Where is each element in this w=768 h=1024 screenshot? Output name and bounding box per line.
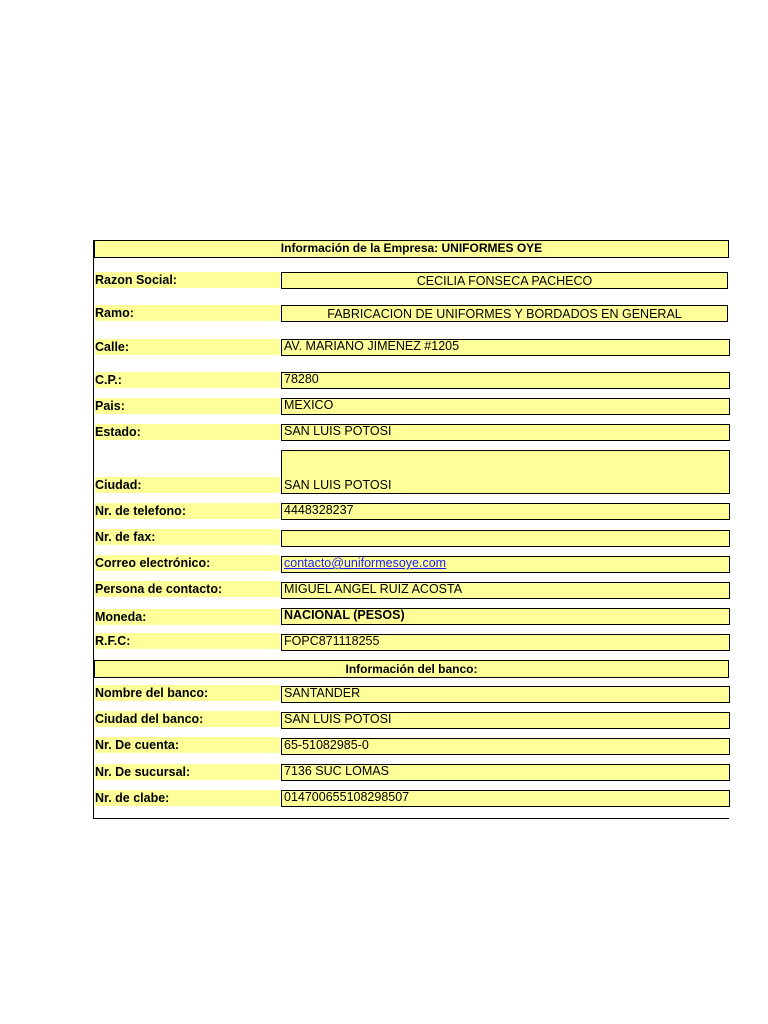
company-info-sheet bbox=[93, 240, 729, 819]
ciudad-value[interactable] bbox=[281, 450, 730, 494]
sucursal-value[interactable]: 7136 SUC LOMAS bbox=[281, 764, 730, 781]
banco-ciudad-value[interactable]: SAN LUIS POTOSI bbox=[281, 712, 730, 729]
company-header: Información de la Empresa: UNIFORMES OYE bbox=[94, 240, 729, 258]
ciudad-value-text: SAN LUIS POTOSI bbox=[284, 478, 392, 492]
fax-label: Nr. de fax: bbox=[95, 529, 280, 545]
pais-label: Pais: bbox=[95, 398, 280, 414]
email-link[interactable]: contacto@uniformesoye.com bbox=[284, 556, 447, 570]
banco-nombre-value[interactable]: SANTANDER bbox=[281, 686, 730, 703]
ciudad-label: Ciudad: bbox=[95, 477, 280, 493]
telefono-label: Nr. de telefono: bbox=[95, 503, 280, 519]
estado-value[interactable]: SAN LUIS POTOSI bbox=[281, 424, 730, 441]
clabe-label: Nr. de clabe: bbox=[95, 790, 280, 806]
ramo-label: Ramo: bbox=[95, 305, 280, 321]
razon-social-label: Razon Social: bbox=[95, 272, 280, 288]
banco-ciudad-label: Ciudad del banco: bbox=[95, 711, 280, 727]
cp-value[interactable]: 78280 bbox=[281, 372, 730, 389]
cuenta-label: Nr. De cuenta: bbox=[95, 737, 280, 753]
moneda-value[interactable]: NACIONAL (PESOS) bbox=[281, 608, 730, 625]
moneda-label: Moneda: bbox=[95, 609, 280, 625]
calle-value[interactable]: AV. MARIANO JIMENEZ #1205 bbox=[281, 339, 730, 356]
estado-label: Estado: bbox=[95, 424, 280, 440]
correo-label: Correo electrónico: bbox=[95, 555, 280, 571]
calle-label: Calle: bbox=[95, 339, 280, 355]
rfc-label: R.F.C: bbox=[95, 633, 280, 649]
correo-value[interactable] bbox=[281, 556, 730, 573]
ramo-value[interactable]: FABRICACION DE UNIFORMES Y BORDADOS EN GENERAL bbox=[281, 305, 728, 322]
rfc-value[interactable]: FOPC871118255 bbox=[281, 634, 730, 651]
pais-value[interactable]: MEXICO bbox=[281, 398, 730, 415]
cp-label: C.P.: bbox=[95, 372, 280, 388]
fax-value[interactable] bbox=[281, 530, 730, 547]
telefono-value[interactable]: 4448328237 bbox=[281, 503, 730, 520]
contacto-label: Persona de contacto: bbox=[95, 581, 280, 597]
cuenta-value[interactable]: 65-51082985-0 bbox=[281, 738, 730, 755]
contacto-value[interactable]: MIGUEL ANGEL RUIZ ACOSTA bbox=[281, 582, 730, 599]
clabe-value[interactable]: 014700655108298507 bbox=[281, 790, 730, 807]
razon-social-value[interactable]: CECILIA FONSECA PACHECO bbox=[281, 272, 728, 289]
banco-nombre-label: Nombre del banco: bbox=[95, 685, 280, 701]
bank-header: Información del banco: bbox=[94, 660, 729, 678]
sucursal-label: Nr. De sucursal: bbox=[95, 764, 280, 780]
